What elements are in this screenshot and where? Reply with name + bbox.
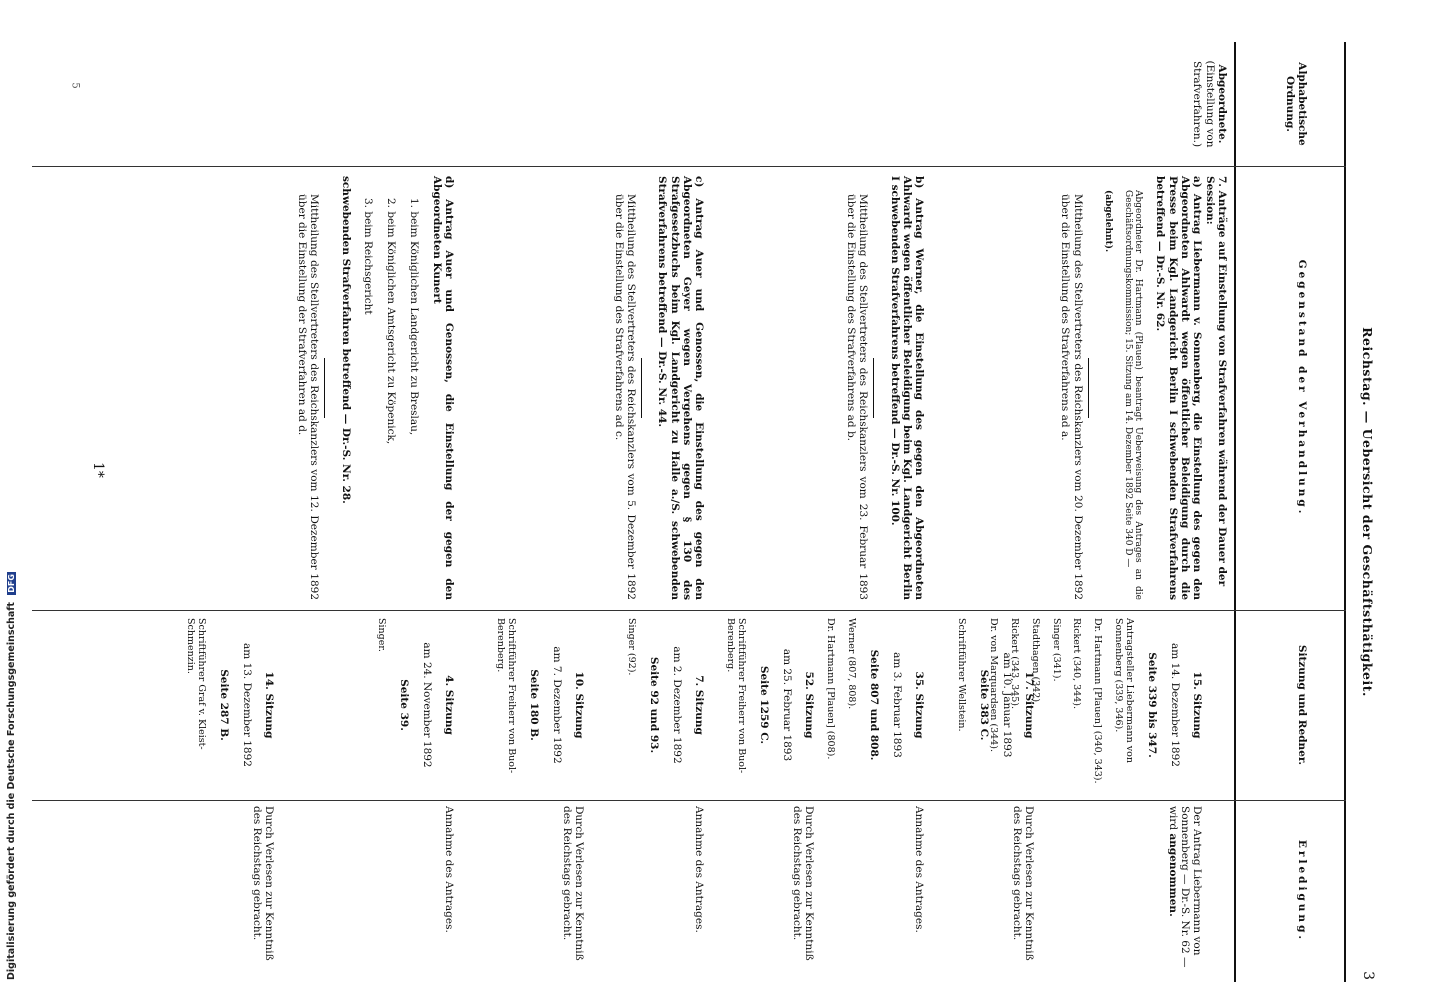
item-c-result-2 [550,806,596,978]
session-pages: Seite 1259 C. [757,665,770,745]
item-d-tail: schwebenden Strafverfahren betreffend — Dr.-S. Nr. 28. [339,176,352,504]
column-header-session: Sitzung und Redner. [1296,644,1308,766]
page-number: 3 [1360,971,1376,980]
dfg-logo: DFG [7,574,16,593]
session-label: 7. Sitzung [693,675,706,735]
speaker: Dr. Hartmann [Plauen] (808). [825,618,837,760]
session-date: am 13. Dezember 1892 [240,643,253,767]
item-d-head: d) Antrag Auer und Genossen, die Einstellung der gegen den Abgeordneten Kunert [431,176,456,600]
item-d [285,176,466,600]
item-c [602,176,716,600]
session-label: 52. Sitzung [803,671,816,739]
margin-mark: 5 [69,82,81,89]
column-header-row [1234,42,1346,982]
item-c-head: c) Antrag Auer und Genossen, die Einstellung des gegen den Abgeordneten Geyer wegen Vergehens gegen § 130 des Strafgesetzbuchs beim Kgl. Landgericht zu Halle a./S. schwebenden Strafverfahrens betreffend — Dr.-S. Nr. 44. [656,176,706,600]
speaker: Dr. von Marquardsen (344). [988,618,1000,752]
table-body [32,42,1236,982]
session-label: 10. Sitzung [573,671,586,739]
result-text: Durch Verlesen zur Kenntniß des Reichstags gebracht. [791,806,816,961]
item-b-session-2 [715,614,826,796]
digitization-sidebar [6,0,20,980]
speaker: Singer (341). [1050,618,1062,682]
item-a-head: a) Antrag Liebermann v. Sonnenberg, die Einstellung des gegen den Abgeordneten Ahlwardt wegen öffentlicher Beleidigung durch die Presse beim Kgl. Landgericht Berlin I schwebenden Strafverfahrens betreffend — Dr.-S. Nr. 62. [1154,176,1204,600]
session-label: 4. Sitzung [443,675,456,735]
item-d-result-2 [240,806,286,978]
column-header-alphabetic: Alphabetische Ordnung. [1283,62,1308,146]
result-text: Durch Verlesen zur Kenntniß des Reichstags gebracht. [251,806,276,961]
separator [873,358,874,418]
result-text: Annahme des Antrages. [443,806,456,933]
section-title: 7. Anträge auf Einstellung von Strafverfahren während der Dauer der Session: [1203,176,1228,587]
speaker: Singer. [375,618,387,652]
item-c-session-2 [485,614,596,796]
item-c-result [683,806,716,978]
speaker: Rickert (340, 344). [1071,618,1083,710]
speaker: Schriftführer Wellstein. [955,618,967,732]
speaker: Stadthagen (342). [1029,618,1041,706]
session-date: am 25. Februar 1893 [780,648,793,762]
session-label: 17. Sitzung [1023,671,1036,739]
item-a-result-2 [1000,806,1046,978]
result-text: Durch Verlesen zur Kenntniß des Reichstags gebracht. [561,806,586,961]
session-label: 35. Sitzung [913,671,926,739]
item-d-list-3: 3. beim Reichsgericht [362,198,375,315]
result-text: Annahme des Antrages. [693,806,706,933]
session-pages: Seite 339 bis 347. [1145,652,1158,758]
result-bold: angenommen. [1166,833,1179,917]
item-a-session-2 [946,614,1046,796]
session-pages: Seite 383 C. [977,669,990,741]
item-b-head: b) Antrag Werner, die Einstellung des gegen den Abgeordneten Ahlwardt wegen öffentlicher Beleidigung beim Kgl. Landgericht Berlin I schwebenden Strafverfahrens betreffend — Dr.-S. Nr. 100. [888,176,926,600]
separator [1088,358,1089,418]
speaker: Singer (92). [625,618,637,676]
speaker: Schriftführer Freiherr von Buol-Berenberg. [494,618,517,774]
session-label: 14. Sitzung [263,671,276,739]
item-b [834,176,936,600]
session-date: am 10. Januar 1893 [1000,652,1013,758]
item-a-sub-end: (abgelehnt). [1103,190,1114,253]
speaker: Werner (807, 808). [845,618,857,710]
item-d-list-1: 1. beim Königlichen Landgericht zu Breslau, [408,198,421,436]
page-footer: 1* [90,462,106,478]
result-text: Annahme des Antrages. [913,806,926,933]
session-date: am 2. Dezember 1892 [670,646,683,764]
result-text: Der Antrag Liebermann von Sonnenberg — Dr.-S. Nr. 62 — wird [1166,806,1204,968]
speaker: Schriftführer Freiherr von Buol-Berenberg. [724,618,747,774]
item-b-session [815,614,936,796]
rotated-page [32,42,1392,982]
item-a-result [1156,806,1214,978]
alphabetic-entry-title: Abgeordnete. [1216,64,1228,144]
session-date: am 14. Dezember 1892 [1168,643,1181,767]
session-date: am 24. November 1892 [420,642,433,768]
session-pages: Seite 39. [397,679,410,731]
item-b-result [903,806,936,978]
session-pages: Seite 180 B. [527,669,540,741]
alphabetic-entry-subtitle: (Einstellung von Strafverfahren.) [1191,60,1216,148]
speaker: Rickert (343, 345). [1009,618,1021,710]
session-pages: Seite 92 und 93. [647,656,660,754]
digitization-note: Digitalisierung gefördert durch die Deutsche Forschungsgemeinschaft [6,602,17,980]
item-d-list-2: 2. beim Königlichen Amtsgericht zu Köpenick, [385,198,398,445]
speaker: Schriftführer Graf v. Kleist-Schmenzin. [184,618,207,750]
separator [641,358,642,418]
item-c-session [616,614,716,796]
session-pages: Seite 287 B. [217,669,230,741]
result-text: Durch Verlesen zur Kenntniß des Reichstags gebracht. [1011,806,1036,961]
item-d-mitt: Mittheilung des Stellvertreters des Reichskanzlers vom 12. Dezember 1892 über die Einstellung der Strafverfahren ad d. [295,194,321,600]
column-header-result: Erledigung. [1296,839,1308,943]
item-a-mitt: Mittheilung des Stellvertreters des Reichskanzlers vom 20. Dezember 1892 über die Einstellung des Strafverfahrens ad a. [1059,194,1084,600]
item-b-mitt: Mittheilung des Stellvertreters des Reichskanzlers vom 23. Februar 1893 über die Einstellung des Strafverfahrens ad b. [845,194,870,600]
session-date: am 7. Dezember 1892 [550,646,563,764]
speaker: Dr. Hartmann [Plauen] (340, 343). [1091,618,1103,784]
item-a [1048,176,1214,600]
session-date: am 3. Februar 1893 [890,652,903,758]
item-d-result [433,806,466,978]
item-d-session [366,614,466,796]
alphabetic-entry [1191,42,1236,166]
item-d-session-2 [175,614,286,796]
column-header-subject: Gegenstand der Verhandlung. [1296,259,1308,517]
item-b-result-2 [780,806,826,978]
page-header [1344,42,1392,982]
page-title: Reichstag. — Uebersicht der Geschäftsthätigkeit. [1360,327,1375,697]
speaker: Antragsteller Liebermann von Sonnenberg (339, 346). [1112,618,1135,764]
item-a-sub: Abgeordneter Dr. Hartmann (Plauen) beantragt Ueberweisung des Antrages an die Geschäftsordnungskommission; 15. Sitzung am 14. Dezember 1892 Seite 340 D — [1122,190,1144,600]
session-pages: Seite 807 und 808. [867,649,880,761]
session-label: 15. Sitzung [1191,671,1204,739]
item-c-mitt: Mittheilung des Stellvertreters des Reichskanzlers vom 5. Dezember 1892 über die Einstellung des Strafverfahrens ad c. [612,194,637,600]
separator [324,358,325,418]
